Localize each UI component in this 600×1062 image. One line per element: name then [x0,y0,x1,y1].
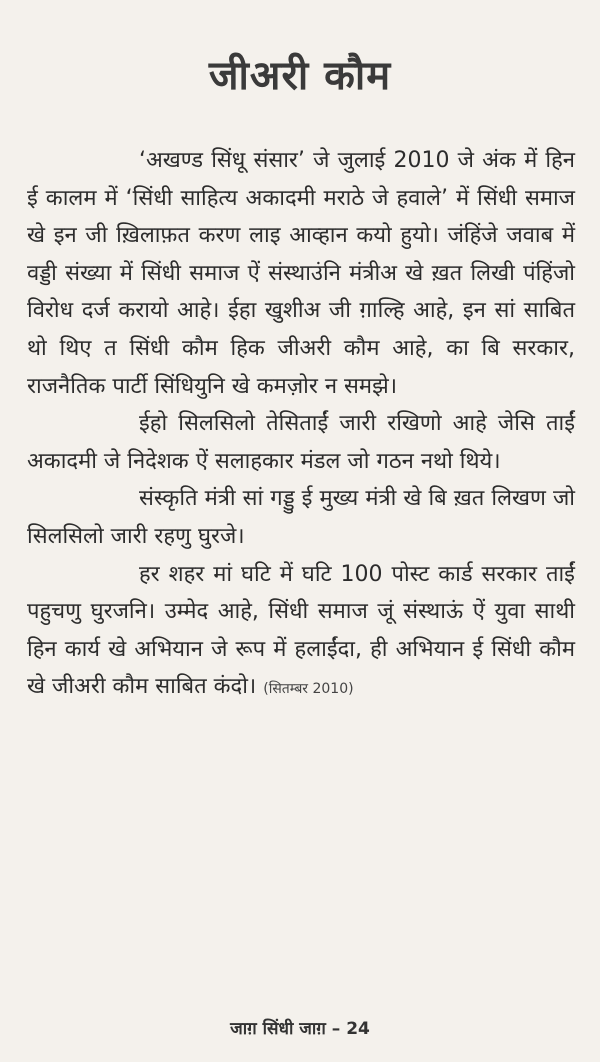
article-body [27,142,575,709]
paragraph-2: ईहो सिलसिलो तेसिताईं जारी रखिणो आहे जेसि ताईं अकादमी जे निदेशक ऐं सलाहकार मंडल जो गठन नथो थिये। [27,411,575,474]
paragraph-3: संस्कृति मंत्री सां गड्डु ई मुख्य मंत्री खे बि ख़त लिखण जो सिलसिलो जारी रहणु घुरजे। [27,486,575,549]
paragraph-4-text: हर शहर मां घटि में घटि 100 पोस्ट कार्ड सरकार ताईं पहुचणु घुरजनि। उम्मेद आहे, सिंधी समाज जूं संस्थाऊं ऐं युवा साथी हिन कार्य खे अभियान जे रूप में हलाईंदा, ही अभियान ई सिंधी कौम खे जीअरी कौम साबित कंदो। [27,561,575,700]
paragraph-1: ‘अखण्ड सिंधू संसार’ जे जुलाई 2010 जे अंक में हिन ई कालम में ‘सिंधी साहित्य अकादमी मराठे जे हवाले’ में सिंधी समाज खे इन जी ख़िलाफ़त करण लाइ आव्हान कयो हुयो। जंहिंजे जवाब में वड्डी संख्या में सिंधी समाज ऐं संस्थाउंनि मंत्रीअ खे ख़त लिखी पंहिंजो विरोध दर्ज करायो आहे। ईहा खुशीअ जी ग़ाल्हि आहे, इन सां साबित थो थिए त सिंधी कौम हिक जीअरी कौम आहे, का बि सरकार, राजनैतिक पार्टी सिंधियुनि खे कमज़ोर न समझे। [27,148,575,399]
paragraph-4 [27,556,575,709]
page-title: जीअरी कौम [208,53,392,99]
page-footer: जाग़ सिंधी जाग़ – 24 [230,1019,370,1039]
date-note: (सितम्बर 2010) [263,681,354,698]
